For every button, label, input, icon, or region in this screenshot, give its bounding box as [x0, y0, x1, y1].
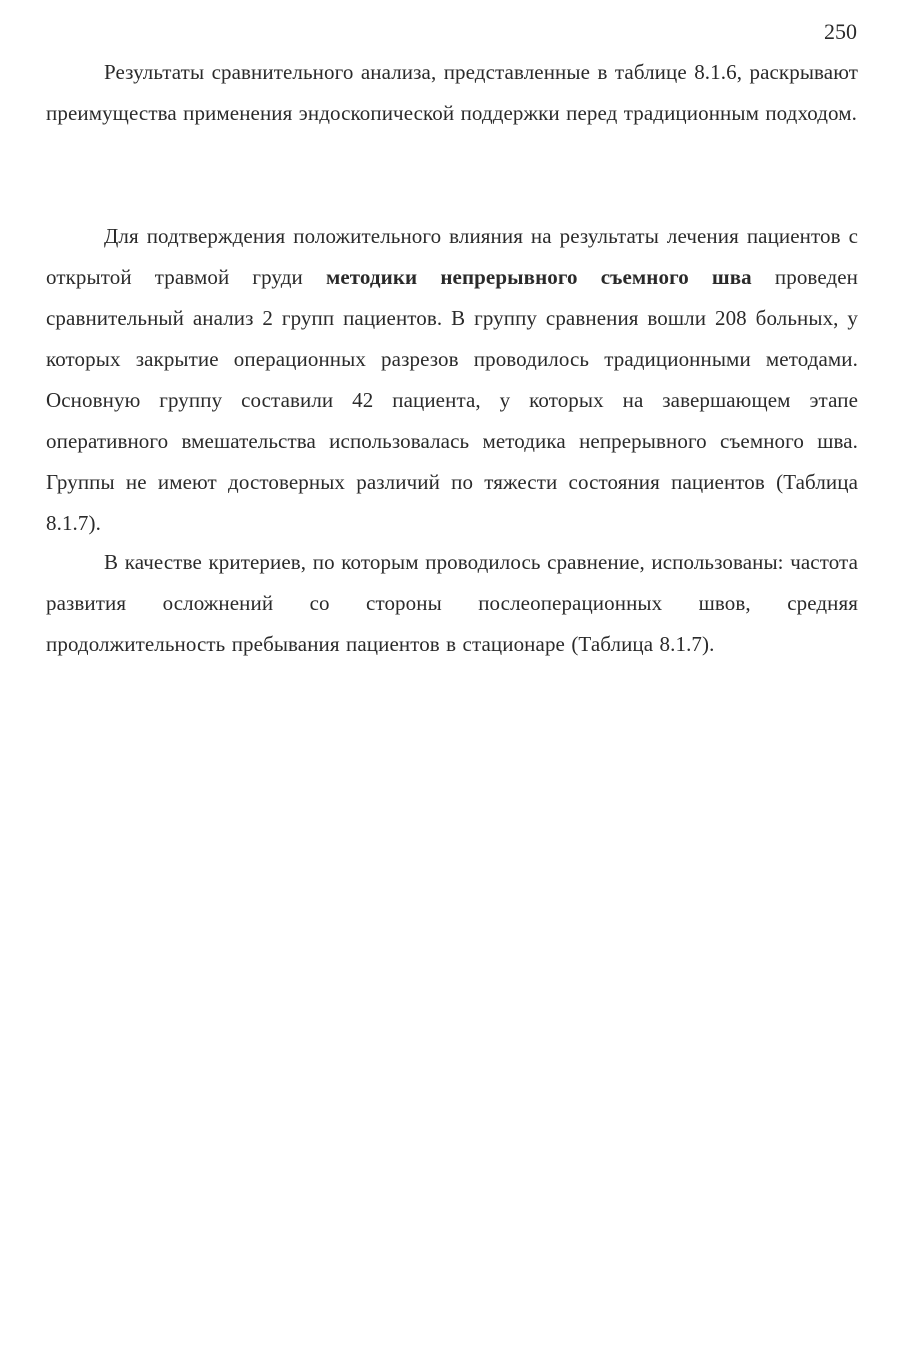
page-number: 250: [824, 19, 857, 44]
emphasized-method-name: методики непрерывного съемного шва: [325, 265, 752, 289]
paragraph-text-end: проведен сравнительный анализ 2 групп пациентов. В группу сравнения вошли 208 больных, у которых закрытие операционных разрезов проводилось традиционными методами. Основную группу составили 42 пациента, у которых на завершающем этапе оперативного вмешательства использовалась методика непрерывного съемного шва. Группы не имеют достоверных различий по тяжести состояния пациентов (Таблица 8.1.7).: [46, 265, 859, 535]
paragraph-study-groups: [46, 216, 858, 544]
paragraph-text-start: Для подтверждения положительного влияния на результаты лечения пациентов с открытой травмой груди: [46, 224, 858, 289]
paragraph-text: В качестве критериев, по которым проводилось сравнение, использованы: частота развития осложнений со стороны послеоперационных швов, средняя продолжительность пребывания пациентов в стационаре (Таблица 8.1.7).: [46, 550, 858, 656]
paragraph-text: Результаты сравнительного анализа, представленные в таблице 8.1.6, раскрывают преимущества применения эндоскопической поддержки перед традиционным подходом.: [46, 60, 858, 125]
paragraph-criteria: [46, 542, 858, 665]
paragraph-comparison-results: [46, 52, 858, 134]
